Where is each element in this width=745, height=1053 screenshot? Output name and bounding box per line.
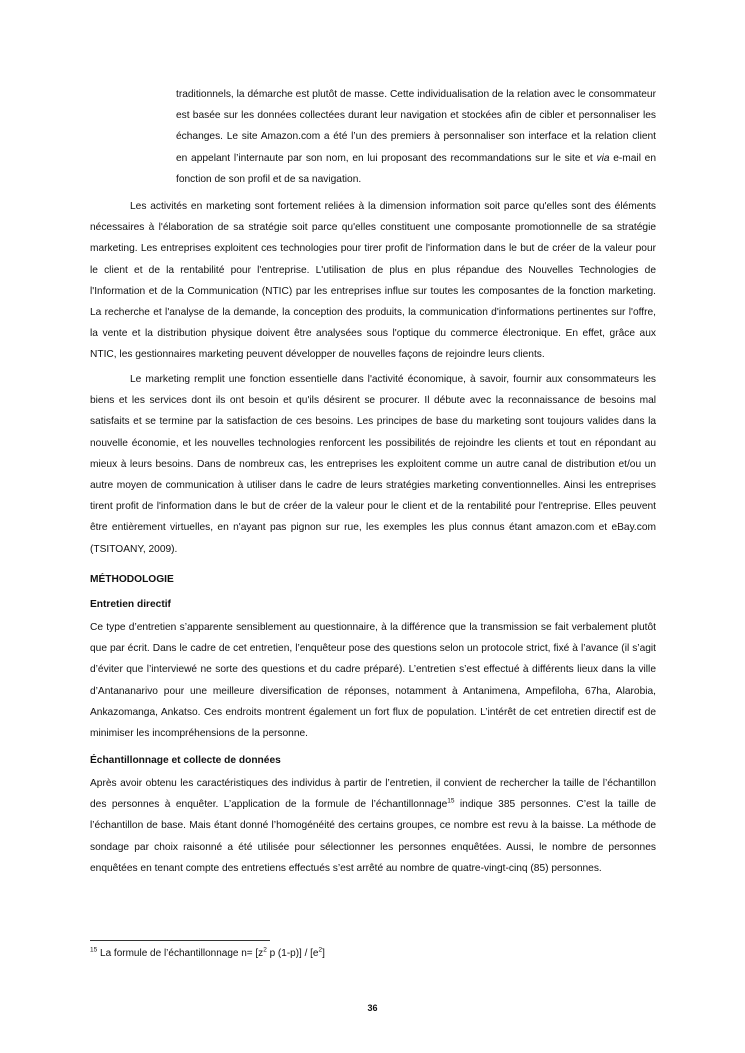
quote-paragraph: [176, 84, 656, 190]
section-heading-methodologie: MÉTHODOLOGIE: [90, 574, 174, 585]
footnote: [90, 948, 325, 959]
paragraph-entretien: Ce type d’entretien s’apparente sensiblement au questionnaire, à la différence que la transmission se fait verbalement plutôt que par écrit. Dans le cadre de cet entretien, l’enquêteur pose des questions selon un protocole strict, fixé à l’avance (il s’agit d’éviter que l’interviewé ne sorte des questions et du cadre préparé). L’entretien s’est effectué à différents lieux dans la ville d’Antananarivo pour une meilleure diversification de réponses, notamment à Antanimena, Ampefiloha, 67ha, Alarobia, Ankazomanga, Ankatso. Ces endroits montrent également un fort flux de population. L’intérêt de cet entretien directif est de minimiser les incompréhensions de la personne.: [90, 622, 656, 740]
quote-text: traditionnels, la démarche est plutôt de masse. Cette individualisation de la relation avec le consommateur est basée sur les données collectées durant leur navigation et stockées afin de cibler et personnaliser les échanges. Le site Amazon.com a été l’un des premiers à personnaliser son interface et la relation client en appelant l’internaute par son nom, en lui proposant des recommandations sur le site et: [176, 89, 656, 164]
quote-text-end: e-mail en fonction de son profil et de sa navigation.: [176, 152, 656, 185]
subheading-entretien-directif: Entretien directif: [90, 599, 171, 610]
page-number: 36: [367, 1003, 378, 1013]
footnote-divider: [90, 940, 270, 941]
subheading-echantillonnage: Échantillonnage et collecte de données: [90, 755, 281, 766]
paragraph-marketing-activities: Les activités en marketing sont fortement reliées à la dimension information soit parce qu'elles sont des éléments nécessaires à l'élaboration de sa stratégie soit parce qu'elles constituent une composante promotionnelle de sa stratégie marketing. Les entreprises exploitent ces technologies pour tirer profit de l'information dans le but de créer de la valeur pour le client et de la rentabilité pour l'entreprise. L'utilisation de plus en plus répandue des Nouvelles Technologies de l'Information et de la Communication (NTIC) par les entreprises influe sur toutes les composantes de la fonction marketing. La recherche et l'analyse de la demande, la conception des produits, la communication d'informations pertinentes sur l'offre, la vente et la distribution physique doivent être analysées sous l'optique du commerce électronique. En effet, grâce aux NTIC, les gestionnaires marketing peuvent développer de nouvelles façons de rejoindre leurs clients.: [90, 201, 656, 361]
paragraph-echantillonnage: [90, 773, 656, 879]
footnote-superscript: 2: [318, 946, 323, 954]
echantillonnage-text: Après avoir obtenu les caractéristiques des individus à partir de l’entretien, il convient de rechercher la taille de l’échantillon des personnes à enquêter. L’application de la formule de l’échantillonnage: [90, 778, 656, 811]
footnote-text: ]: [322, 948, 325, 959]
footnote-text: p (1-p)] / [e: [266, 948, 319, 959]
echantillonnage-text-end: indique 385 personnes. C’est la taille de l’échantillon de base. Mais étant donné l’homogénéité des certains groupes, ce nombre est revu à la baisse. La méthode de sondage par choix raisonné a été utilisée pour sélectionner les personnes enquêtées. Aussi, le nombre de personnes enquêtées en tenant compte des entretiens effectués s’est arrêté au nombre de quatre-vingt-cinq (85) personnes.: [90, 799, 656, 874]
footnote-reference: 15: [447, 797, 455, 805]
footnote-number: 15: [90, 946, 98, 954]
paragraph-marketing-function: Le marketing remplit une fonction essentielle dans l'activité économique, à savoir, fournir aux consommateurs les biens et les services dont ils ont besoin et qu'ils désirent se procurer. Il débute avec la reconnaissance de besoins mal satisfaits et se termine par la satisfaction de ces besoins. Les principes de base du marketing sont toujours valides dans la nouvelle économie, et les nouvelles technologies renforcent les possibilités de rejoindre les clients et tout en répondant au mieux à leurs besoins. Dans de nombreux cas, les entreprises les exploitent comme un autre canal de distribution et/ou un autre moyen de communication à utiliser dans le cadre de leurs stratégies marketing conventionnelles. Ainsi les entreprises tirent profit de l'information dans le but de créer de la valeur pour le client et de la rentabilité pour l'entreprise. Elles peuvent être entièrement virtuelles, en n'ayant pas pignon sur rue, les exemples les plus connus étant amazon.com et eBay.com (TSITOANY, 2009).: [90, 374, 656, 555]
quote-italic-word: via: [596, 152, 610, 164]
footnote-text: La formule de l’échantillonnage n= [z: [97, 948, 264, 959]
footnote-superscript: 2: [263, 946, 267, 954]
